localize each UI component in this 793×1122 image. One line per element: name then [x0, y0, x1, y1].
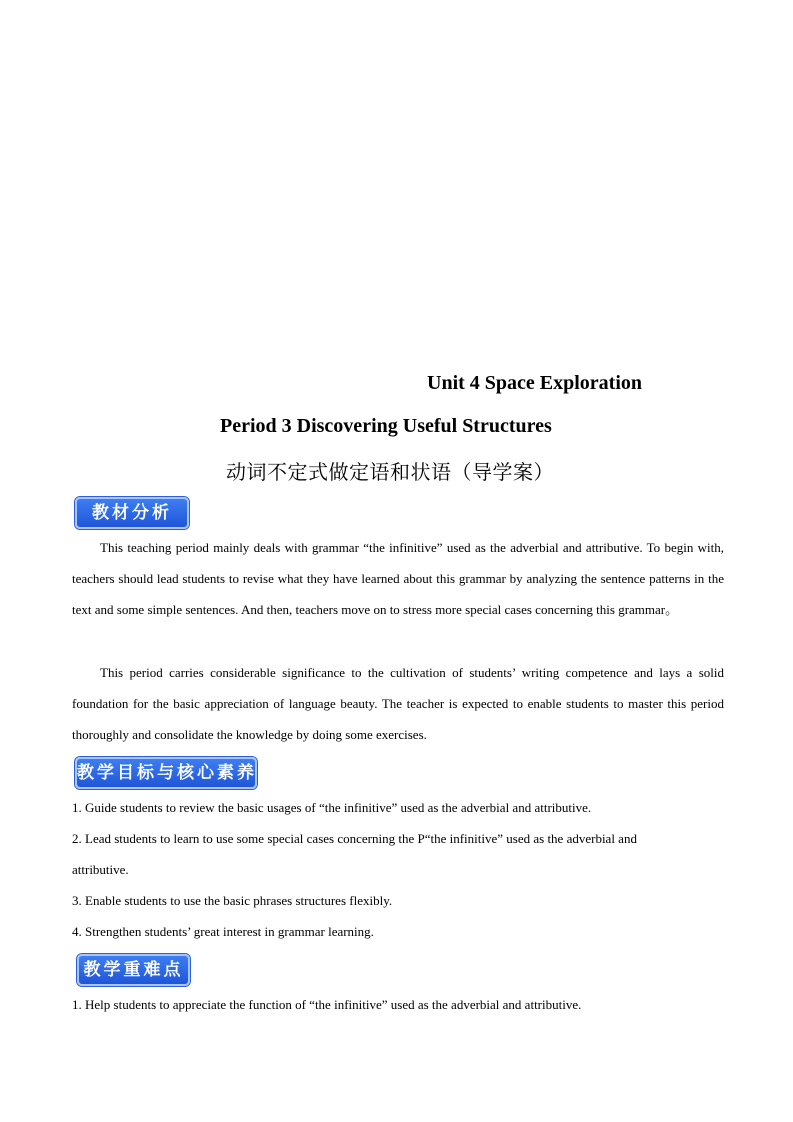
unit-title: Unit 4 Space Exploration — [427, 372, 643, 394]
objective-item-2-continued: attributive. — [72, 862, 129, 877]
analysis-paragraph-1-text: This teaching period mainly deals with grammar “the infinitive” used as the adverbial and attributive. To begin with, teachers should lead students to revise what they have learned about this grammar by analyzing the sentence patterns in the text and some simple sentences. And then, teachers move on to stress more special cases concerning this grammar。 — [72, 540, 724, 617]
objective-item-1: 1. Guide students to review the basic usages of “the infinitive” used as the adverbial and attributive. — [72, 800, 592, 815]
period-title: Period 3 Discovering Useful Structures — [220, 415, 552, 437]
chinese-subtitle: 动词不定式做定语和状语（导学案） — [226, 460, 554, 484]
analysis-paragraph-1 — [72, 532, 724, 625]
objective-item-4: 4. Strengthen students’ great interest in grammar learning. — [72, 924, 374, 939]
analysis-paragraph-2 — [72, 657, 724, 750]
section-badge-analysis: 教材分析 — [75, 497, 189, 529]
section-badge-key-points: 教学重难点 — [77, 954, 190, 986]
objective-item-2: 2. Lead students to learn to use some special cases concerning the P“the infinitive” used as the adverbial and — [72, 831, 637, 846]
section-badge-objectives: 教学目标与核心素养 — [75, 757, 257, 789]
key-point-item-1: 1. Help students to appreciate the function of “the infinitive” used as the adverbial and attributive. — [72, 997, 582, 1012]
analysis-paragraph-2-text: This period carries considerable significance to the cultivation of students’ writing competence and lays a solid foundation for the basic appreciation of language beauty. The teacher is expected to enable students to master this period thoroughly and consolidate the knowledge by doing some exercises. — [72, 665, 724, 742]
objective-item-3: 3. Enable students to use the basic phrases structures flexibly. — [72, 893, 393, 908]
